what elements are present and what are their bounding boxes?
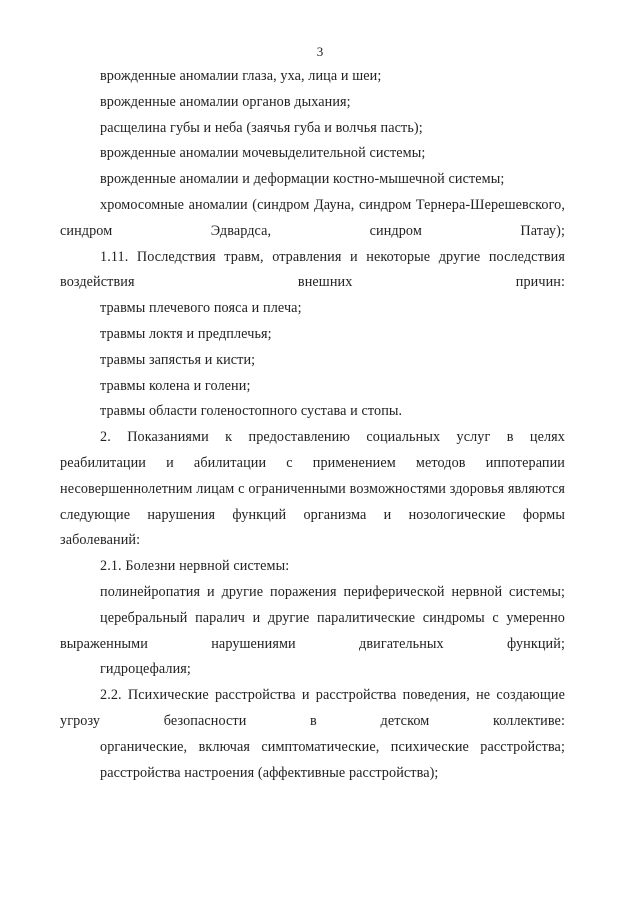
list-item: гидроцефалия;: [100, 661, 191, 678]
list-item: травмы плечевого пояса и плеча;: [100, 300, 302, 317]
list-item: врожденные аномалии органов дыхания;: [100, 93, 351, 110]
list-item: расщелина губы и неба (заячья губа и волчья пасть);: [100, 119, 423, 136]
section-heading: 1.11. Последствия травм, отравления и некоторые другие последствия воздействия внешних причин:: [60, 248, 565, 291]
list-item: расстройства настроения (аффективные расстройства);: [100, 764, 439, 781]
document-body: [60, 64, 565, 786]
list-item: врожденные аномалии мочевыделительной системы;: [100, 145, 426, 162]
list-item: церебральный паралич и другие паралитические синдромы с умеренно выраженными нарушениями двигательных функций;: [60, 609, 565, 652]
section-heading: 2.1. Болезни нервной системы:: [100, 558, 290, 575]
list-item: травмы запястья и кисти;: [100, 351, 256, 368]
list-item: травмы колена и голени;: [100, 377, 251, 394]
section-heading: 2.2. Психические расстройства и расстройства поведения, не создающие угрозу безопасности в детском коллективе:: [60, 687, 565, 729]
body-paragraph: 2. Показаниями к предоставлению социальных услуг в целях реабилитации и абилитации с применением методов иппотерапии несовершеннолетним лицам с ограниченными возможностями здоровья являются следующие нарушения функций организма и нозологические формы заболеваний:: [60, 429, 565, 549]
list-item: органические, включая симптоматические, психические расстройства;: [100, 738, 565, 755]
list-item: врожденные аномалии и деформации костно-мышечной системы;: [100, 171, 505, 188]
page-number: 3: [316, 44, 324, 59]
list-item: травмы локтя и предплечья;: [100, 325, 272, 342]
list-item: хромосомные аномалии (синдром Дауна, синдром Тернера-Шерешевского, синдром Эдвардса, синдром Патау);: [60, 196, 565, 239]
list-item: полинейропатия и другие поражения периферической нервной системы;: [100, 583, 565, 600]
list-item: врожденные аномалии глаза, уха, лица и шеи;: [100, 68, 382, 84]
list-item: травмы области голеностопного сустава и стопы.: [100, 403, 403, 420]
